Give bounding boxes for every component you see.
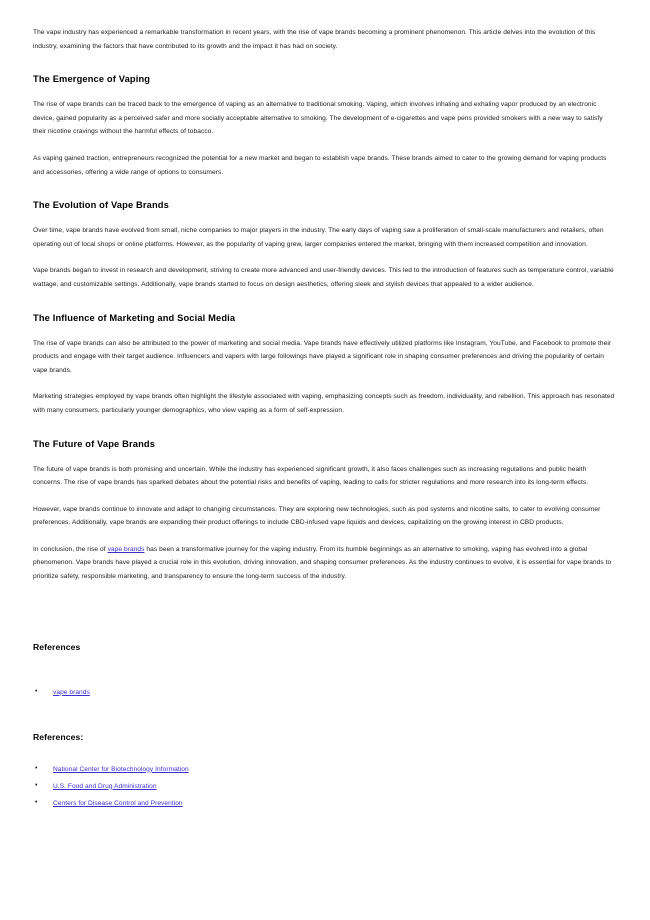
section-heading-influence-of-marketing: The Influence of Marketing and Social Media — [33, 312, 236, 323]
conclusion-text-after-link: has been a transformative journey for the vaping industry. From its humble beginnings as an alternative to smoking, vaping has evolved into a global phenomenon. Vape brands have played a crucial role in this evolution, driving innovation, and shaping consumer preferences. As the industry continues to evolve, it is essential for vape brands to prioritize safety, responsible marketing, and transparency to ensure the long-term success of the industry. — [33, 545, 612, 581]
conclusion-text-before-link: In conclusion, the rise of — [33, 545, 108, 553]
paragraph-emergence-1: The rise of vape brands can be traced back to the emergence of vaping as an alternative to traditional smoking. Vaping, which involves inhaling and exhaling vapor produced by an electronic device, gained popularity as a perceived safer and more socially acceptable alternative to smoking. The development of e-cigarettes and vape pens provided smokers with a new way to satisfy their nicotine cravings without the harmful effects of tobacco. — [33, 101, 603, 136]
list-item — [33, 781, 617, 792]
document-body — [33, 26, 617, 809]
paragraph-marketing-2: Marketing strategies employed by vape brands often highlight the lifestyle associated with vaping, emphasizing concepts such as freedom, individuality, and rebellion. This approach has resonated with many consumers, particularly younger demographics, who view vaping as a form of self-expression. — [33, 393, 615, 414]
conclusion-paragraph — [33, 543, 617, 584]
section-heading-evolution-of-vape-brands: The Evolution of Vape Brands — [33, 200, 169, 211]
references-list-one — [33, 687, 617, 698]
list-item — [33, 798, 617, 809]
list-item — [33, 764, 617, 775]
conclusion-vape-brands-link[interactable]: vape brands — [107, 545, 145, 553]
section-heading-future-of-vape-brands: The Future of Vape Brands — [33, 438, 156, 449]
intro-paragraph: The vape industry has experienced a remarkable transformation in recent years, with the rise of vape brands becoming a prominent phenomenon. This article delves into the evolution of this industry, examining the factors that have contributed to its growth and the impact it has had on society. — [33, 29, 596, 50]
paragraph-marketing-1: The rise of vape brands can also be attributed to the power of marketing and social media. Vape brands have effectively utilized platforms like Instagram, YouTube, and Facebook to promote their products and engage with their target audience. Influencers and vapers with large followings have played a significant role in shaping consumer preferences and driving the popularity of certain vape brands. — [33, 339, 612, 374]
paragraph-evolution-2: Vape brands began to invest in research and development, striving to create more advanced and user-friendly devices. This led to the introduction of features such as temperature control, variable wattage, and customizable settings. Additionally, vape brands started to focus on design aesthetics, offering sleek and stylish devices that appealed to a wider audience. — [33, 267, 614, 288]
references-heading-two: References: — [33, 731, 84, 742]
list-item — [33, 687, 617, 698]
references-top-spacer — [33, 597, 617, 641]
references-two-heading-gap — [33, 750, 617, 764]
reference-link-cdc[interactable]: Centers for Disease Control and Prevention — [53, 799, 183, 807]
reference-link-vape-brands[interactable]: vape brands — [53, 688, 90, 696]
section-heading-emergence-of-vaping: The Emergence of Vaping — [33, 74, 151, 85]
paragraph-evolution-1: Over time, vape brands have evolved from small, niche companies to major players in the industry. The early days of vaping saw a proliferation of small-scale manufacturers and retailers, often operating out of local shops or online platforms. However, as the popularity of vaping grew, larger companies entered the market, bringing with them increased competition and innovation. — [33, 227, 604, 248]
references-list-two — [33, 764, 617, 809]
references-heading-one: References — [33, 641, 81, 652]
paragraph-future-1: The future of vape brands is both promising and uncertain. While the industry has experienced significant growth, it also faces challenges such as increasing regulations and public health concerns. The rise of vape brands has sparked debates about the potential risks and benefits of vaping, leading to calls for stricter regulations and more research into its long-term effects. — [33, 465, 589, 487]
paragraph-future-2: However, vape brands continue to innovate and adapt to changing circumstances. They are exploring new technologies, such as pod systems and nicotine salts, to cater to evolving consumer preferences. Additionally, vape brands are expanding their product offerings to include CBD-infused vape liquids and devices, capitalizing on the growing interest in CBD products. — [33, 505, 601, 527]
reference-link-fda[interactable]: U.S. Food and Drug Administration — [53, 782, 157, 790]
references-two-gap — [33, 704, 617, 731]
references-one-gap — [33, 660, 617, 687]
paragraph-emergence-2: As vaping gained traction, entrepreneurs recognized the potential for a new market and began to establish vape brands. These brands aimed to cater to the growing demand for vaping products and accessories, offering a wide range of options to consumers. — [33, 154, 607, 176]
reference-link-ncbi[interactable]: National Center for Biotechnology Information — [53, 765, 189, 773]
